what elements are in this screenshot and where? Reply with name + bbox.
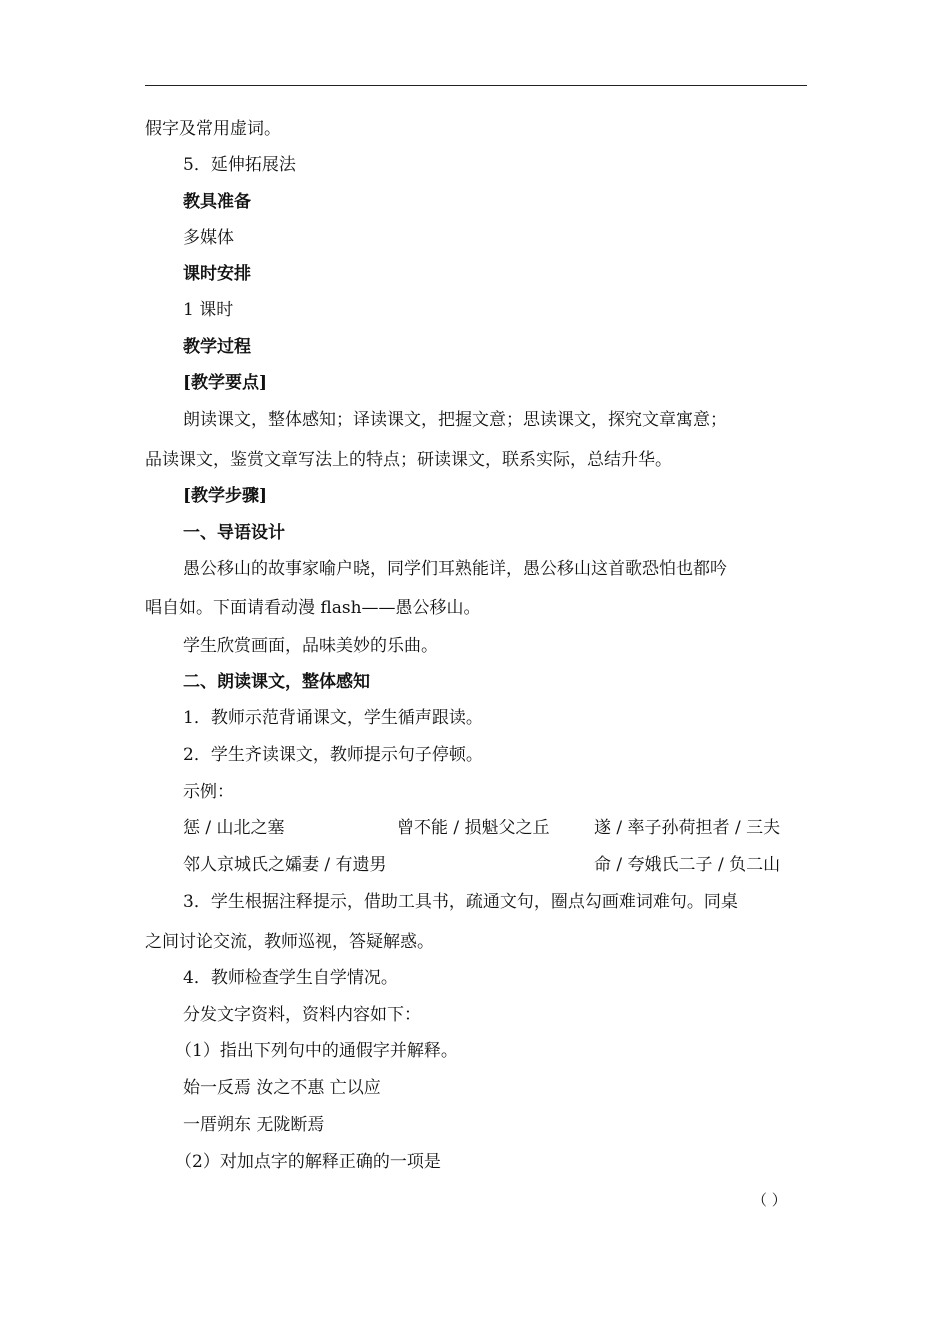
text-line: 分发文字资料，资料内容如下： (183, 1005, 421, 1025)
section-heading: 一、导语设计 (183, 523, 285, 543)
example-text: 惩 / 山北之塞 (183, 818, 285, 838)
list-item: 3．学生根据注释提示，借助工具书，疏通文句，圈点勾画难词难句。同桌 (183, 892, 738, 912)
list-item: 4．教师检查学生自学情况。 (183, 968, 398, 988)
section-heading: [教学要点] (183, 373, 268, 393)
text-line: 1 课时 (183, 300, 234, 320)
example-text: 遂 / 率子孙荷担者 / 三夫 (594, 818, 781, 838)
question-item: （2）对加点字的解释正确的一项是 (175, 1152, 441, 1172)
section-heading: 二、朗读课文，整体感知 (183, 672, 370, 692)
text-line: 之间讨论交流，教师巡视，答疑解惑。 (145, 932, 434, 952)
list-item: 5．延伸拓展法 (183, 155, 296, 175)
text-line: 多媒体 (183, 228, 234, 248)
text-line: 学生欣赏画面，品味美妙的乐曲。 (183, 636, 438, 656)
text-line: 愚公移山的故事家喻户晓，同学们耳熟能详，愚公移山这首歌恐怕也都吟 (183, 559, 727, 579)
section-heading: [教学步骤] (183, 486, 268, 506)
text-line: 假字及常用虚词。 (145, 119, 281, 139)
section-heading: 课时安排 (183, 264, 251, 284)
list-item: 1．教师示范背诵课文，学生循声跟读。 (183, 708, 483, 728)
example-text: 曾不能 / 损魁父之丘 (397, 818, 550, 838)
header-rule (145, 85, 807, 86)
section-heading: 教具准备 (183, 192, 251, 212)
example-text: 邻人京城氏之孀妻 / 有遗男 (183, 855, 387, 875)
text-line: 示例： (183, 782, 234, 802)
section-heading: 教学过程 (183, 337, 251, 357)
question-item: （1）指出下列句中的通假字并解释。 (175, 1041, 458, 1061)
example-text: 命 / 夸娥氏二子 / 负二山 (594, 855, 781, 875)
text-line: 唱自如。下面请看动漫 flash——愚公移山。 (145, 598, 481, 618)
text-line: 始一反焉 汝之不惠 亡以应 (183, 1078, 381, 1098)
text-line: 品读课文，鉴赏文章写法上的特点；研读课文，联系实际，总结升华。 (145, 450, 672, 470)
list-item: 2．学生齐读课文，教师提示句子停顿。 (183, 745, 483, 765)
text-line: 一厝朔东 无陇断焉 (183, 1115, 325, 1135)
text-line: 朗读课文，整体感知；译读课文，把握文意；思读课文，探究文章寓意； (183, 410, 727, 430)
answer-bracket: （ ） (752, 1191, 787, 1209)
